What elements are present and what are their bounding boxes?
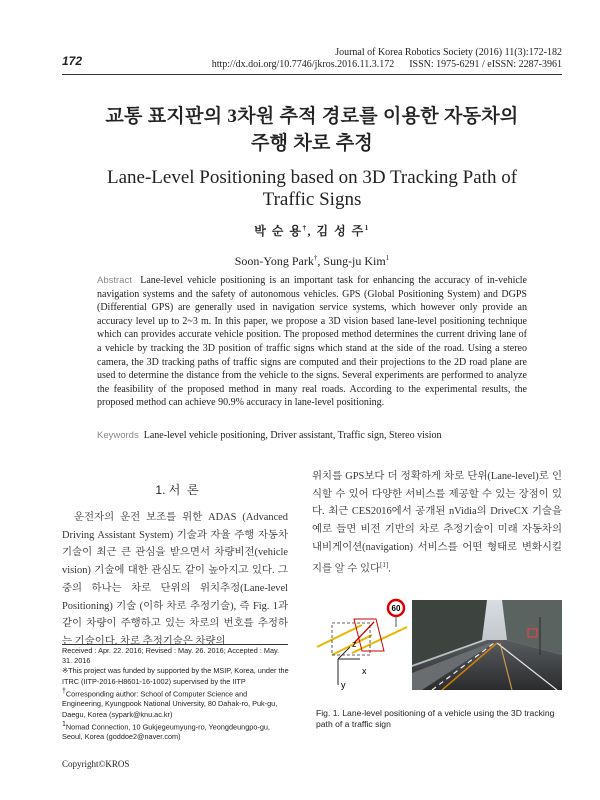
title-korean-line2: 주행 차로 추정 xyxy=(250,133,374,154)
tracking-box xyxy=(354,619,384,651)
citation-ref: [1] xyxy=(380,560,389,569)
keywords-label: Keywords xyxy=(97,430,139,441)
author1-english: Soon-Yong Park xyxy=(234,254,314,268)
author1-korean-mark: † xyxy=(302,224,308,232)
intro-right-text: 위치를 GPS보다 더 정확하게 차로 단위(Lane-level)로 인식할 수 있어 다양한 서비스를 제공할 수 있는 장점이 있다. 최근 CES2016에서 공개된 nVidia의 DriveCX 기술을 예로 들면 비전 기반의 차로 추정기술이 미래 자동차의 내비게이션(navigation) 서비스를 어떤 형태로 변화시킬 지를 알 수 있다 xyxy=(312,471,562,574)
author-separator-korean: , xyxy=(307,224,317,238)
intro-paragraph-right xyxy=(312,468,562,578)
author2-english: Sung-ju Kim xyxy=(323,254,386,268)
title-korean xyxy=(62,103,562,157)
speed-sign-text: 60 xyxy=(391,604,401,613)
author2-english-mark: 1 xyxy=(385,254,390,262)
road-photo xyxy=(412,600,562,690)
axis-x-label: x xyxy=(362,666,367,676)
figure-caption: Fig. 1. Lane-level positioning of a vehicle using the 3D tracking path of a traffic sign xyxy=(316,708,555,729)
footnotes xyxy=(62,646,290,743)
coordinate-diagram xyxy=(317,600,407,690)
keywords xyxy=(97,430,527,441)
footnote-author1-text: Nomad Connection, 10 Gukjegeumyung-ro, Yeongdeungpo-gu, Seoul, Korea (goddoe2@naver.com) xyxy=(62,722,270,742)
abstract-text: Lane-level vehicle positioning is an important task for enhancing the accuracy of in-vehicle navigation systems and the safety of autonomous vehicles. GPS (Global Positioning System) and DGPS (Differential GPS) are generally used in navigation service systems, which however only provide an accuracy level up to 2~3 m. In this paper, we propose a 3D vision based lane-level positioning technique which can provides accurate vehicle position. The proposed method determines the current driving lane of a vehicle by tracking the 3D position of traffic signs which stand at the side of the road. Using a stereo camera, the 3D tracking paths of traffic signs are computed and their projections to the 2D road plane are used to determine the distance from the vehicle to the signs. Several experiments are performed to analyze the feasibility of the proposed method in many real roads. According to the experimental results, the proposed method can achieve 90.9% accuracy in lane-level positioning. xyxy=(97,275,527,409)
footnote-corresponding xyxy=(62,687,290,720)
footnote-corresponding-mark: † xyxy=(62,687,66,695)
footnote-author1-mark: 1 xyxy=(62,720,66,728)
left-column xyxy=(62,509,288,651)
intro-right-end: . xyxy=(388,562,391,574)
section-heading: 1. 서 론 xyxy=(155,483,199,497)
abstract xyxy=(97,274,527,410)
journal-citation: Journal of Korea Robotics Society (2016) 11(3):172-182 xyxy=(335,47,562,58)
footnote-funding: ※This project was funded by supported by the MSIP, Korea, under the ITRC (IITP-2016-H8601-16-1002) supervised by the IITP xyxy=(62,666,289,686)
footnote-received: Received : Apr. 22. 2016; Revised : May. 26. 2016; Accepted : May. 31. 2016 xyxy=(62,646,280,666)
title-english xyxy=(62,167,562,211)
author-separator-english: , xyxy=(317,254,324,268)
title-korean-line1: 교통 표지판의 3차원 추적 경로를 이용한 자동차의 xyxy=(105,106,519,127)
right-column xyxy=(312,468,562,578)
footnote-corresponding-text: Corresponding author: School of Computer Science and Engineering, Kyungpook National University, 80 Dahak-ro, Puk-gu, Daegu, Korea (sypark@knu.ac.kr) xyxy=(62,689,278,719)
author2-korean-mark: 1 xyxy=(364,224,370,232)
axis-y-label: y xyxy=(341,680,346,690)
authors-korean xyxy=(62,222,562,239)
figure-1-illustration xyxy=(312,595,562,690)
doi-issn: http://dx.doi.org/10.7746/jkros.2016.11.3.172 ISSN: 1975-6291 / eISSN: 2287-3961 xyxy=(211,59,562,70)
title-english-line1: Lane-Level Positioning based on 3D Tracking Path of xyxy=(106,167,518,188)
header-rule xyxy=(62,74,562,75)
author2-korean: 김 성 주 xyxy=(316,224,365,238)
abstract-label: Abstract xyxy=(97,275,132,286)
copyright: Copyright©KROS xyxy=(62,759,130,769)
figure-1 xyxy=(312,595,562,690)
authors-english xyxy=(62,254,562,269)
author1-english-mark: † xyxy=(313,254,318,262)
intro-paragraph-left: 운전자의 운전 보조를 위한 ADAS (Advanced Driving Assistant System) 기술과 자율 주행 자동차 기술이 최근 큰 관심을 받으면서 차량비전(vehicle vision) 기술에 대한 관심도 같이 높아지고 있다. 그 중의 하나는 차로 단위의 위치추정(Lane-level Positioning) 기술 (이하 차로 추정기술), 즉 Fig. 1과 같이 차량이 주행하고 있는 차로의 번호를 추정하는 기술이다. 차로 추정기술은 차량의 xyxy=(62,512,288,647)
page-number: 172 xyxy=(62,54,83,68)
footnote-rule xyxy=(62,644,288,645)
footnote-author1 xyxy=(62,720,290,743)
keywords-text: Lane-level vehicle positioning, Driver assistant, Traffic sign, Stereo vision xyxy=(143,430,442,441)
author1-korean: 박 순 용 xyxy=(254,224,303,238)
title-english-line2: Traffic Signs xyxy=(262,189,362,210)
axis-z-label: z xyxy=(352,639,357,649)
